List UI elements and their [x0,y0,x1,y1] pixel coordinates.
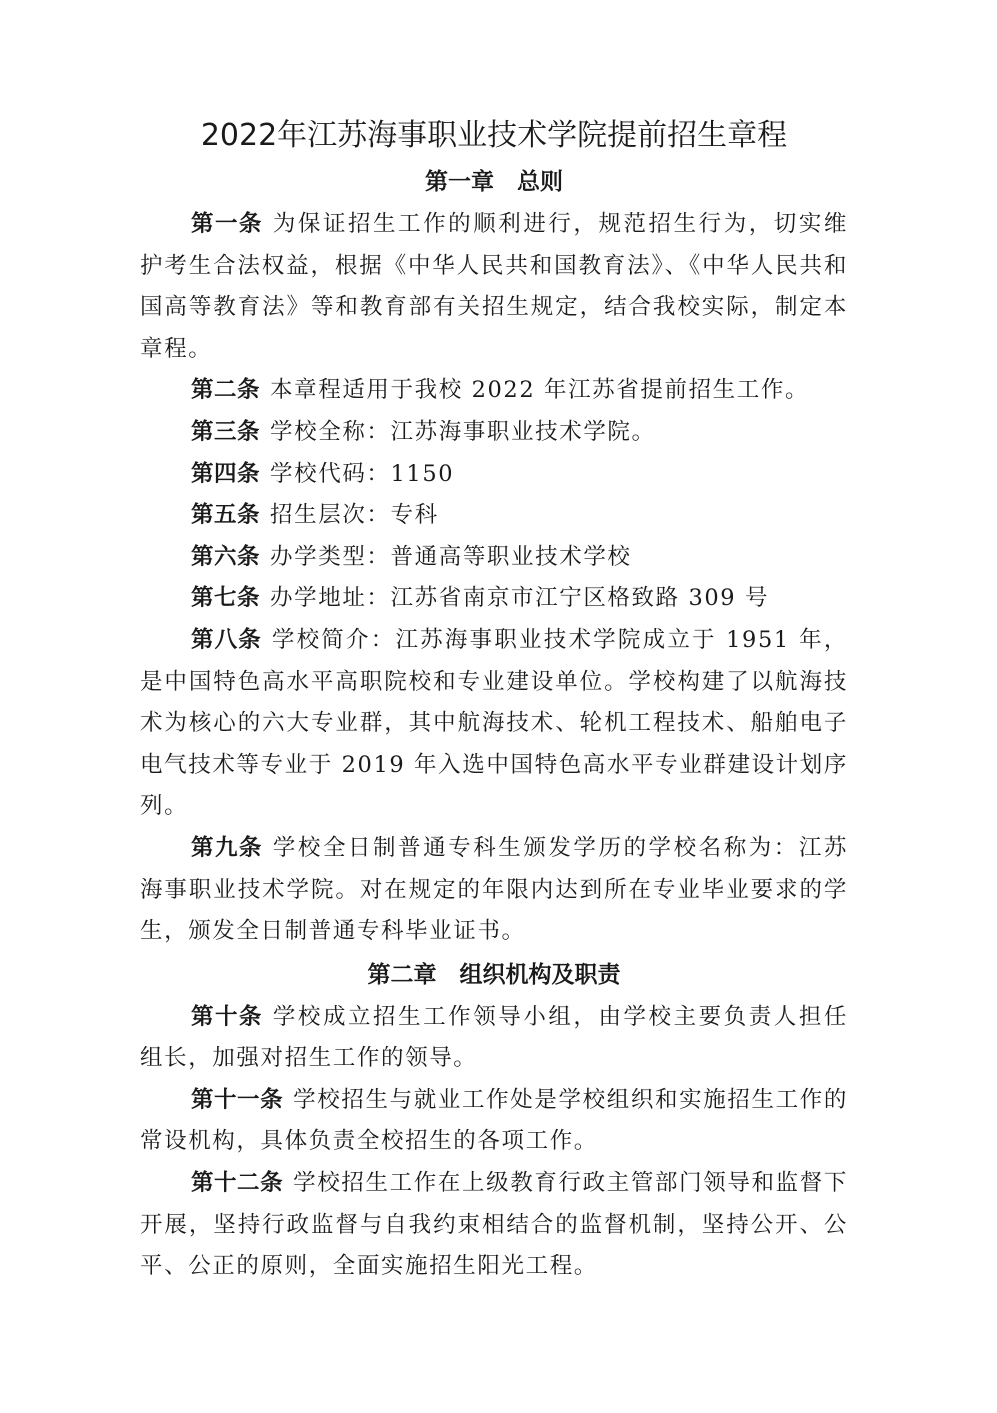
article-number: 第五条 [191,502,261,529]
article-2 [140,370,848,412]
article-5 [140,495,848,537]
article-7 [140,578,848,620]
article-8 [140,620,848,828]
article-4 [140,454,848,496]
document-page [140,112,848,1288]
article-12 [140,1163,848,1288]
article-number: 第十二条 [191,1170,284,1197]
article-text: 办学地址：江苏省南京市江宁区格致路 309 号 [270,585,770,612]
article-text: 学校全称：江苏海事职业技术学院。 [270,418,656,445]
article-11 [140,1080,848,1163]
article-number: 第七条 [191,585,261,612]
article-number: 第一条 [191,211,263,237]
chapter-2 [140,953,848,1288]
article-number: 第八条 [191,626,262,653]
article-text: 学校成立招生工作领导小组，由学校主要负责人担任组长，加强对招生工作的领导。 [140,1003,848,1072]
chapter-heading: 第二章 组织机构及职责 [367,961,621,988]
article-text: 招生层次：专科 [270,502,439,529]
article-text: 学校简介：江苏海事职业技术学院成立于 1951 年，是中国特色高水平高职院校和专业建设单位。学校构建了以航海技术为核心的六大专业群，其中航海技术、轮机工程技术、船舶电子电气技术等专业于 2019 年入选中国特色高水平专业群建设计划序列。 [140,626,848,820]
article-number: 第三条 [191,418,261,445]
article-9 [140,828,848,953]
article-number: 第九条 [191,834,263,861]
chapter-heading: 第一章 总则 [425,169,563,195]
article-text: 办学类型：普通高等职业技术学校 [270,543,632,570]
article-6 [140,537,848,579]
article-text: 学校招生与就业工作处是学校组织和实施招生工作的常设机构，具体负责全校招生的各项工作。 [140,1086,848,1155]
article-text: 学校招生工作在上级教育行政主管部门领导和监督下开展，坚持行政监督与自我约束相结合的监督机制，坚持公开、公平、公正的原则，全面实施招生阳光工程。 [140,1170,848,1280]
article-text: 学校代码：1150 [270,460,455,487]
article-1 [140,204,848,370]
article-number: 第十条 [191,1003,263,1030]
article-3 [140,412,848,454]
document-title: 2022年江苏海事职业技术学院提前招生章程 [200,118,788,153]
article-text: 学校全日制普通专科生颁发学历的学校名称为：江苏海事职业技术学院。对在规定的年限内达到所在专业毕业要求的学生，颁发全日制普通专科毕业证书。 [140,834,848,945]
article-number: 第六条 [191,543,261,570]
article-10 [140,997,848,1080]
article-number: 第四条 [191,460,261,487]
article-number: 第十一条 [191,1086,284,1113]
article-number: 第二条 [191,377,261,404]
article-text: 为保证招生工作的顺利进行，规范招生行为，切实维护考生合法权益，根据《中华人民共和国教育法》、《中华人民共和国高等教育法》等和教育部有关招生规定，结合我校实际，制定本章程。 [140,211,848,362]
chapter-1 [140,160,848,953]
article-text: 本章程适用于我校 2022 年江苏省提前招生工作。 [270,377,810,404]
